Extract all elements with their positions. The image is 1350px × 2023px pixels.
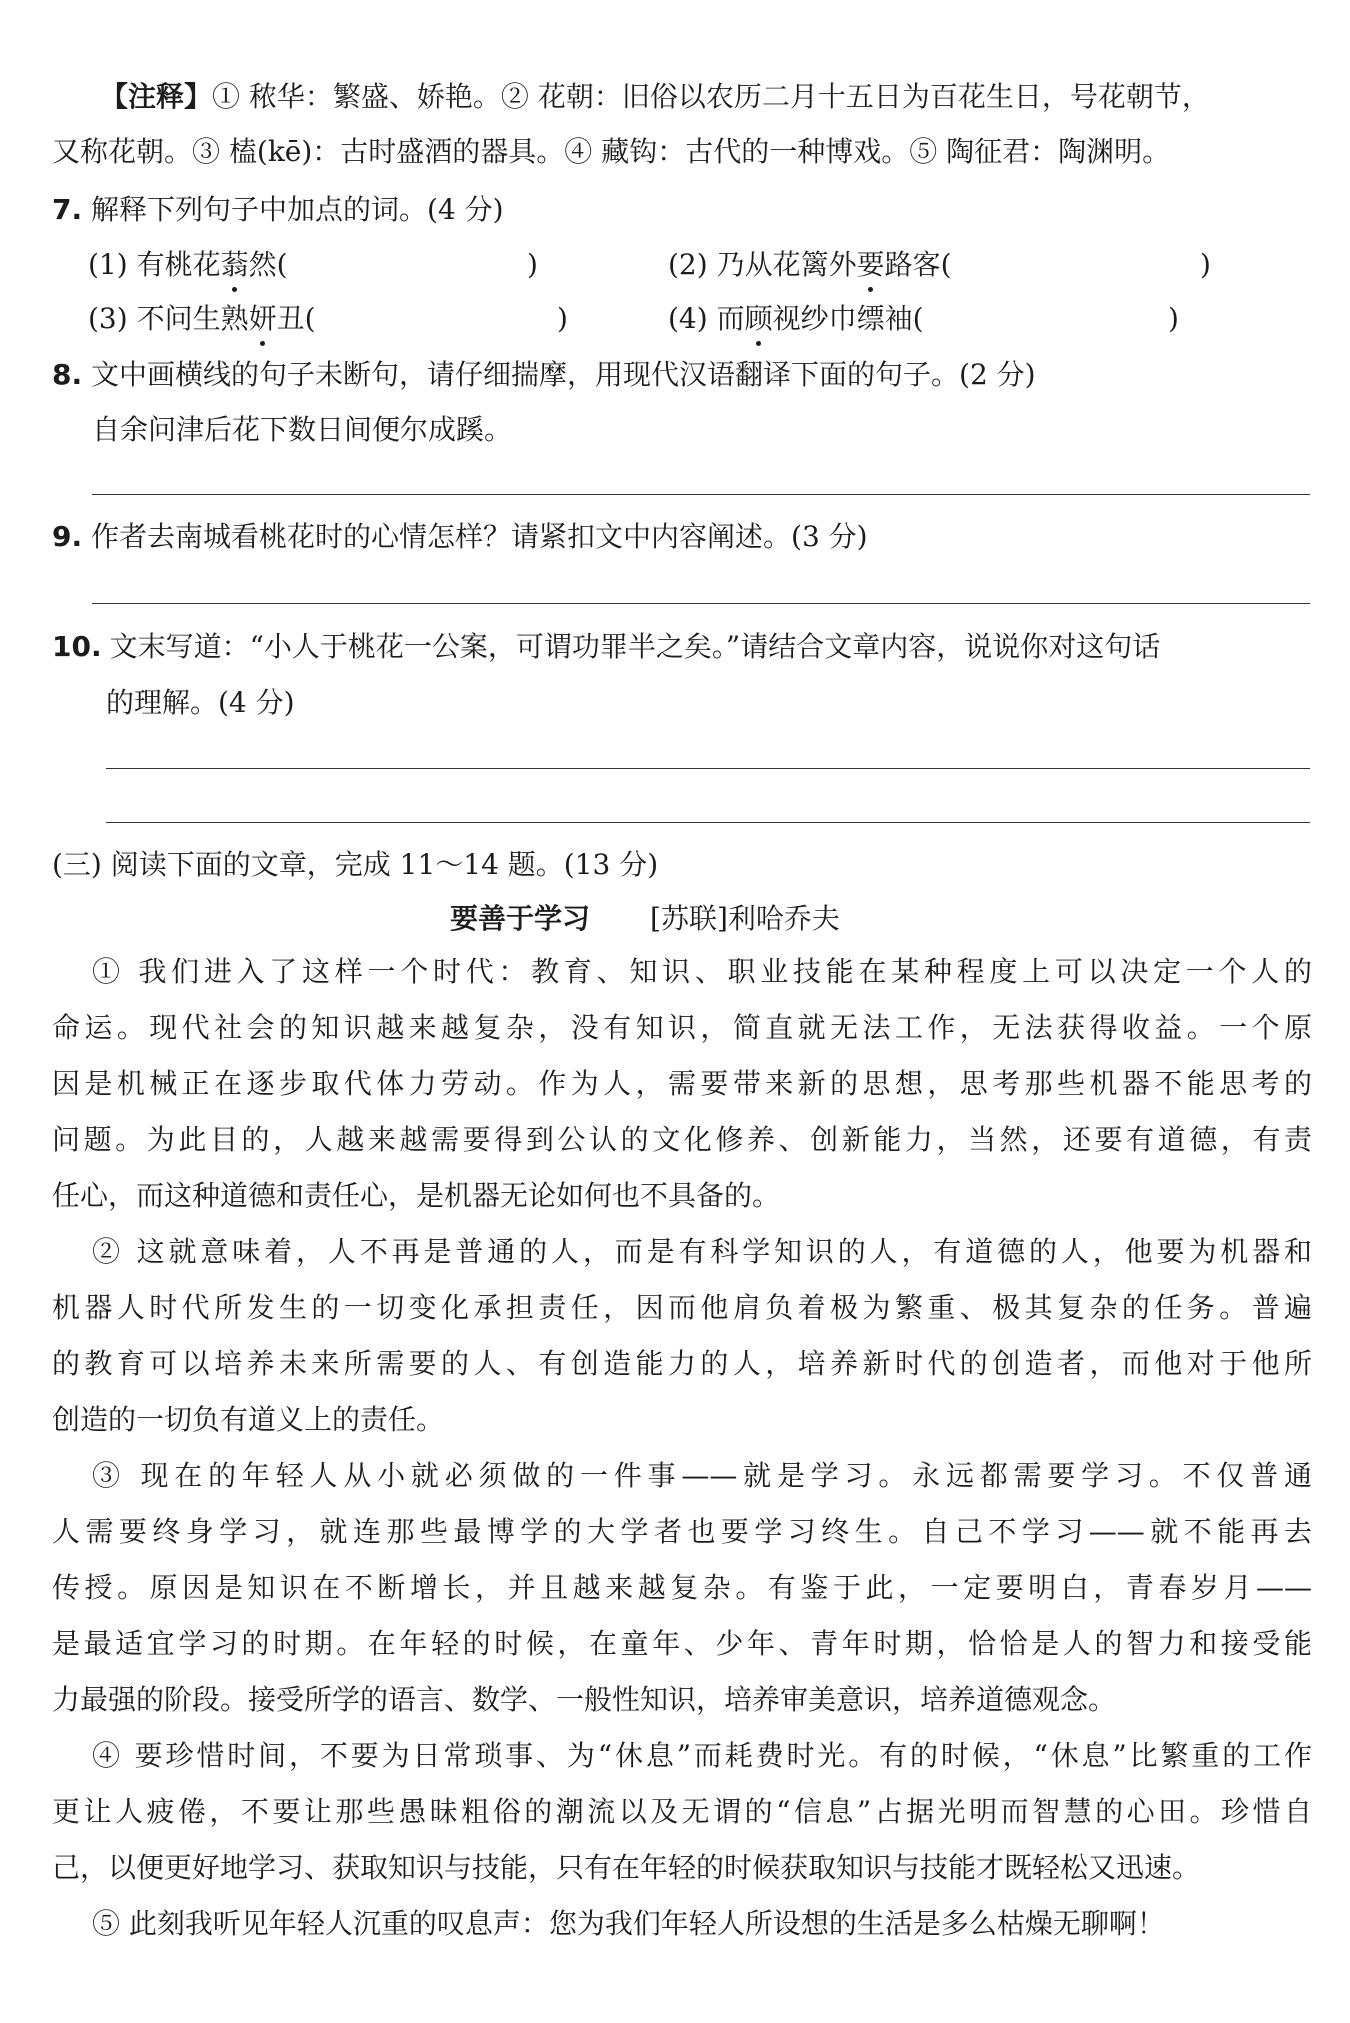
answer-line (106, 822, 1310, 823)
paragraph-line: 因是机械正在逐步取代体力劳动。作为人，需要带来新的思想，思考那些机器不能思考的 (52, 1067, 1312, 1100)
question-9 (52, 518, 868, 556)
notes-label: 【注释】 (100, 80, 213, 113)
q7-item-3: (3) 不问生熟妍丑( (88, 300, 316, 338)
question-text: 解释下列句子中加点的词。(4 分) (91, 193, 504, 226)
question-number: 8. (52, 358, 83, 391)
notes-line-2: 又称花朝。③ 榼(kē)：古时盛酒的器具。④ 藏钩：古代的一种博戏。⑤ 陶征君：陶渊明。 (52, 135, 1171, 168)
section-heading: (三) 阅读下面的文章，完成 11～14 题。(13 分) (52, 848, 659, 881)
answer-line (106, 768, 1310, 769)
paragraph-line: ③ 现在的年轻人从小就必须做的一件事——就是学习。永远都需要学习。不仅普通 (92, 1459, 1312, 1492)
paragraph-line: 任心，而这种道德和责任心，是机器无论如何也不具备的。 (52, 1179, 781, 1212)
question-10-cont: 的理解。(4 分) (106, 686, 295, 719)
q7-item-1: (1) 有桃花蓊然( (88, 246, 288, 284)
paragraph-line: 机器人时代所发生的一切变化承担责任，因而他肩负着极为繁重、极其复杂的任务。普遍 (52, 1291, 1312, 1324)
article-title-line (450, 900, 840, 938)
paragraph-line: 是最适宜学习的时期。在年轻的时候，在童年、少年、青年时期，恰恰是人的智力和接受能 (52, 1627, 1312, 1660)
q7-item-4-close: ) (1168, 302, 1179, 335)
answer-line (92, 494, 1310, 495)
question-number: 10. (52, 630, 102, 663)
dotted-word: 蓊 (221, 246, 249, 284)
paragraph-line: 更让人疲倦，不要让那些愚昧粗俗的潮流以及无谓的“信息”占据光明而智慧的心田。珍惜自 (52, 1795, 1312, 1828)
q7-item-2: (2) 乃从花篱外要路客( (668, 246, 952, 284)
paragraph-line: 人需要终身学习，就连那些最博学的大学者也要学习终生。自己不学习——就不能再去 (52, 1515, 1312, 1548)
question-text: 作者去南城看桃花时的心情怎样？请紧扣文中内容阐述。(3 分) (91, 520, 868, 553)
question-text: 文中画横线的句子未断句，请仔细揣摩，用现代汉语翻译下面的句子。(2 分) (91, 358, 1036, 391)
paragraph-line: 命运。现代社会的知识越来越复杂，没有知识，简直就无法工作，无法获得收益。一个原 (52, 1011, 1312, 1044)
paragraph-line: 己，以便更好地学习、获取知识与技能，只有在年轻的时候获取知识与技能才既轻松又迅速。 (52, 1851, 1201, 1884)
dotted-word: 妍 (249, 300, 277, 338)
article-author: [苏联]利哈乔夫 (650, 902, 840, 935)
dotted-word: 顾 (745, 300, 773, 338)
dotted-word: 要 (857, 246, 885, 284)
question-7 (52, 191, 504, 229)
q7-item-4: (4) 而顾视纱巾缥袖( (668, 300, 924, 338)
paragraph-line: ① 我们进入了这样一个时代：教育、知识、职业技能在某种程度上可以决定一个人的 (92, 955, 1312, 988)
paragraph-line: 问题。为此目的，人越来越需要得到公认的文化修养、创新能力，当然，还要有道德，有责 (52, 1123, 1312, 1156)
answer-line (92, 603, 1310, 604)
paragraph-line: ② 这就意味着，人不再是普通的人，而是有科学知识的人，有道德的人，他要为机器和 (92, 1235, 1312, 1268)
question-number: 7. (52, 193, 83, 226)
paragraph-line: ⑤ 此刻我听见年轻人沉重的叹息声：您为我们年轻人所设想的生活是多么枯燥无聊啊！ (92, 1907, 1165, 1940)
notes-line-1 (100, 78, 1310, 116)
q8-sentence: 自余问津后花下数日间便尔成蹊。 (92, 413, 513, 446)
paragraph-line: 创造的一切负有道义上的责任。 (52, 1403, 445, 1436)
paragraph-line: 传授。原因是知识在不断增长，并且越来越复杂。有鉴于此，一定要明白，青春岁月—— (52, 1571, 1312, 1604)
question-8 (52, 356, 1036, 394)
question-10 (52, 628, 1314, 666)
q7-item-1-close: ) (527, 248, 538, 281)
q7-item-3-close: ) (557, 302, 568, 335)
question-text: 文末写道：“小人于桃花一公案，可谓功罪半之矣。”请结合文章内容，说说你对这句话 (109, 630, 1161, 663)
question-number: 9. (52, 520, 83, 553)
paragraph-line: 的教育可以培养未来所需要的人、有创造能力的人，培养新时代的创造者，而他对于他所 (52, 1347, 1312, 1380)
q7-item-2-close: ) (1200, 248, 1211, 281)
paragraph-line: 力最强的阶段。接受所学的语言、数学、一般性知识，培养审美意识，培养道德观念。 (52, 1683, 1117, 1716)
article-title: 要善于学习 (450, 902, 591, 935)
notes-text-1: ① 秾华：繁盛、娇艳。② 花朝：旧俗以农历二月十五日为百花生日，号花朝节， (212, 80, 1210, 113)
paragraph-line: ④ 要珍惜时间，不要为日常琐事、为“休息”而耗费时光。有的时候，“休息”比繁重的工作 (92, 1739, 1312, 1772)
